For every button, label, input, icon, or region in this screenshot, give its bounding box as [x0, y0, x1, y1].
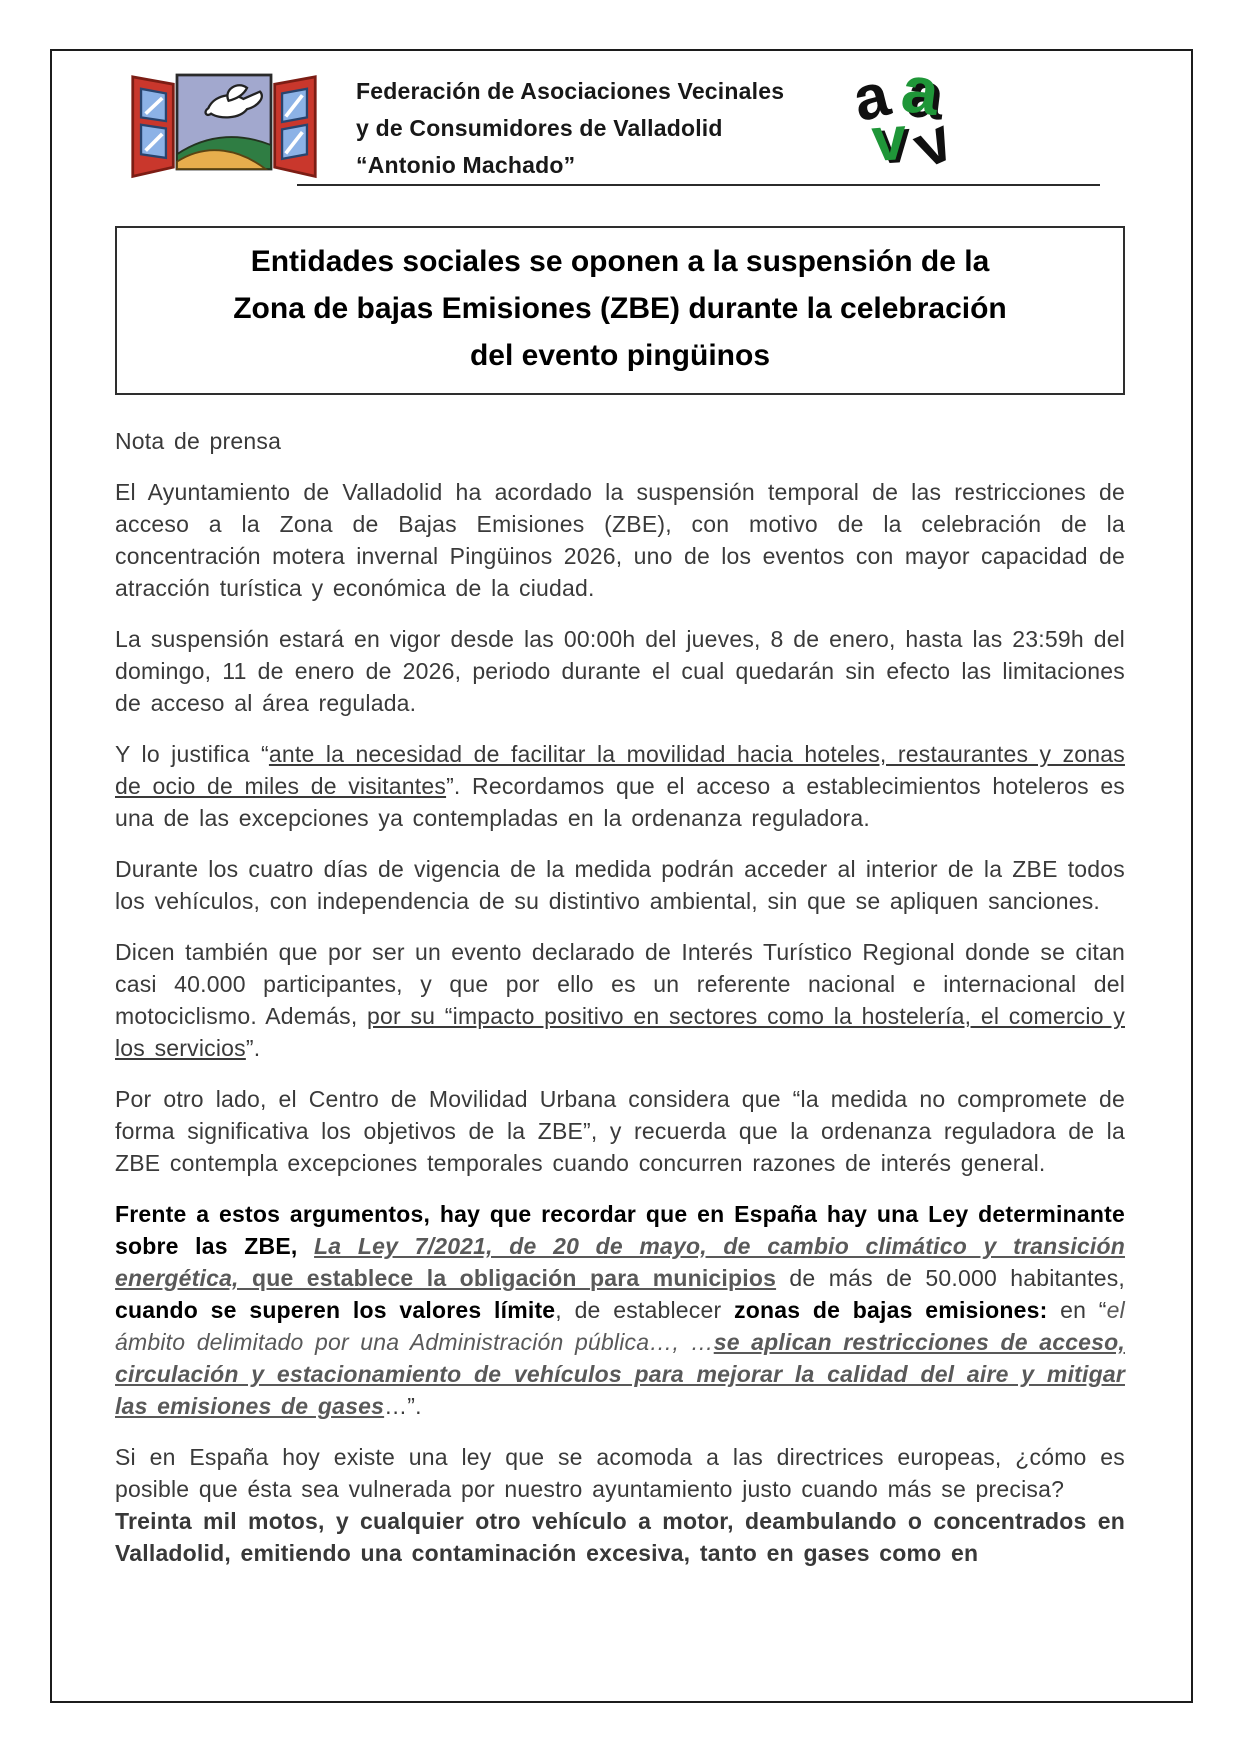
text-run-law-title: La Ley 7/2021, de 20 de mayo, de cambio climático y transición energética,: [115, 1233, 1125, 1291]
paragraph-treinta-mil: Treinta mil motos, y cualquier otro vehículo a motor, deambulando o concentrados en Valladolid, emitiendo una contaminación excesiva, tanto en gases como en: [115, 1508, 1125, 1566]
note-label: Nota de prensa: [115, 428, 282, 454]
text-run-quote-emphasis: se aplican restricciones de acceso, circulación y estacionamiento de vehículos para mejorar la calidad del aire y mitigar las emisiones de gases: [115, 1329, 1125, 1419]
text-run-underlined: por su “impacto positivo en sectores como la hostelería, el comercio y los servicios: [115, 1003, 1125, 1061]
text-run: ”.: [245, 1035, 261, 1061]
paragraph-movilidad: Por otro lado, el Centro de Movilidad Urbana considera que “la medida no compromete de forma significativa los objetivos de la ZBE”, y recuerda que la ordenanza reguladora de la ZBE contempla excepciones temporales cuando concurren razones de interés general.: [115, 1086, 1125, 1176]
federation-window-logo-icon: [118, 65, 330, 179]
document-body: [115, 226, 1125, 1569]
aavv-letter: a: [897, 51, 944, 129]
text-run-law: que establece la obligación: [251, 1265, 590, 1291]
text-run: de más de 50.000 habitantes,: [776, 1265, 1125, 1291]
organization-name-line: y de Consumidores de Valladolid: [356, 115, 723, 141]
paragraph-durante: Durante los cuatro días de vigencia de la medida podrán acceder al interior de la ZBE todos los vehículos, con independencia de su distintivo ambiental, sin que se apliquen sanciones.: [115, 856, 1125, 914]
paragraph-justifica: [115, 738, 1125, 834]
header: [52, 51, 1191, 184]
aavv-letter: v: [903, 105, 963, 183]
header-divider: [297, 184, 1100, 186]
text-run-quote-italic: el ámbito delimitado por una Administración pública…, …: [115, 1297, 1125, 1355]
paragraph-si-espana: Si en España hoy existe una ley que se acomoda a las directrices europeas, ¿cómo es posible que ésta sea vulnerada por nuestro ayuntamiento justo cuando más se precisa?: [115, 1444, 1125, 1502]
text-run-bold: zonas de bajas emisiones:: [734, 1297, 1048, 1323]
text-run: …”.: [384, 1393, 422, 1419]
text-run: Dicen también que por ser un evento declarado de Interés Turístico Regional donde se citan casi 40.000 participantes, y que por ello es un referente nacional e internacional del motociclismo. Además,: [115, 939, 1125, 1029]
aavv-letter: v: [869, 103, 909, 176]
paragraph-suspension: La suspensión estará en vigor desde las 00:00h del jueves, 8 de enero, hasta las 23:59h del domingo, 11 de enero de 2026, periodo durante el cual quedarán sin efecto las limitaciones de acceso al área regulada.: [115, 626, 1125, 716]
organization-name-line: Federación de Asociaciones Vecinales: [356, 78, 785, 104]
text-run: ”. Recordamos que el acceso a establecimientos hoteleros es una de las excepciones ya contempladas en la ordenanza reguladora.: [115, 773, 1126, 831]
headline-line: Entidades sociales se oponen a la suspensión de la: [250, 245, 990, 278]
organization-name: [356, 65, 784, 184]
aavv-letter: a: [846, 59, 897, 136]
text-run: en “: [1047, 1297, 1107, 1323]
aavv-logo-icon: [846, 51, 1016, 183]
text-run-bold: Frente a estos argumentos, hay que recordar que en España hay una Ley determinante sobre las ZBE,: [115, 1201, 1125, 1259]
headline-line: Zona de bajas Emisiones (ZBE) durante la celebración: [233, 292, 1007, 325]
text-run-bold: cuando se superen los valores límite: [115, 1297, 556, 1323]
press-release-page: [50, 49, 1193, 1703]
text-run-underlined: ante la necesidad de facilitar la movilidad hacia hoteles, restaurantes y zonas de ocio de miles de visitantes: [115, 741, 1125, 799]
text-run: Y lo justifica “: [115, 741, 269, 767]
paragraph-ley: [115, 1198, 1125, 1422]
paragraph-dicen: [115, 936, 1125, 1064]
headline-box: [115, 226, 1125, 395]
text-run-law: para municipios: [589, 1265, 777, 1291]
text-run: , de establecer: [555, 1297, 735, 1323]
organization-name-line: “Antonio Machado”: [356, 152, 576, 178]
paragraph-ayuntamiento: El Ayuntamiento de Valladolid ha acordado la suspensión temporal de las restricciones de acceso a la Zona de Bajas Emisiones (ZBE), con motivo de la celebración de la concentración motera invernal Pingüinos 2026, uno de los eventos con mayor capacidad de atracción turística y económica de la ciudad.: [115, 479, 1125, 601]
headline-line: del evento pingüinos: [469, 339, 770, 372]
